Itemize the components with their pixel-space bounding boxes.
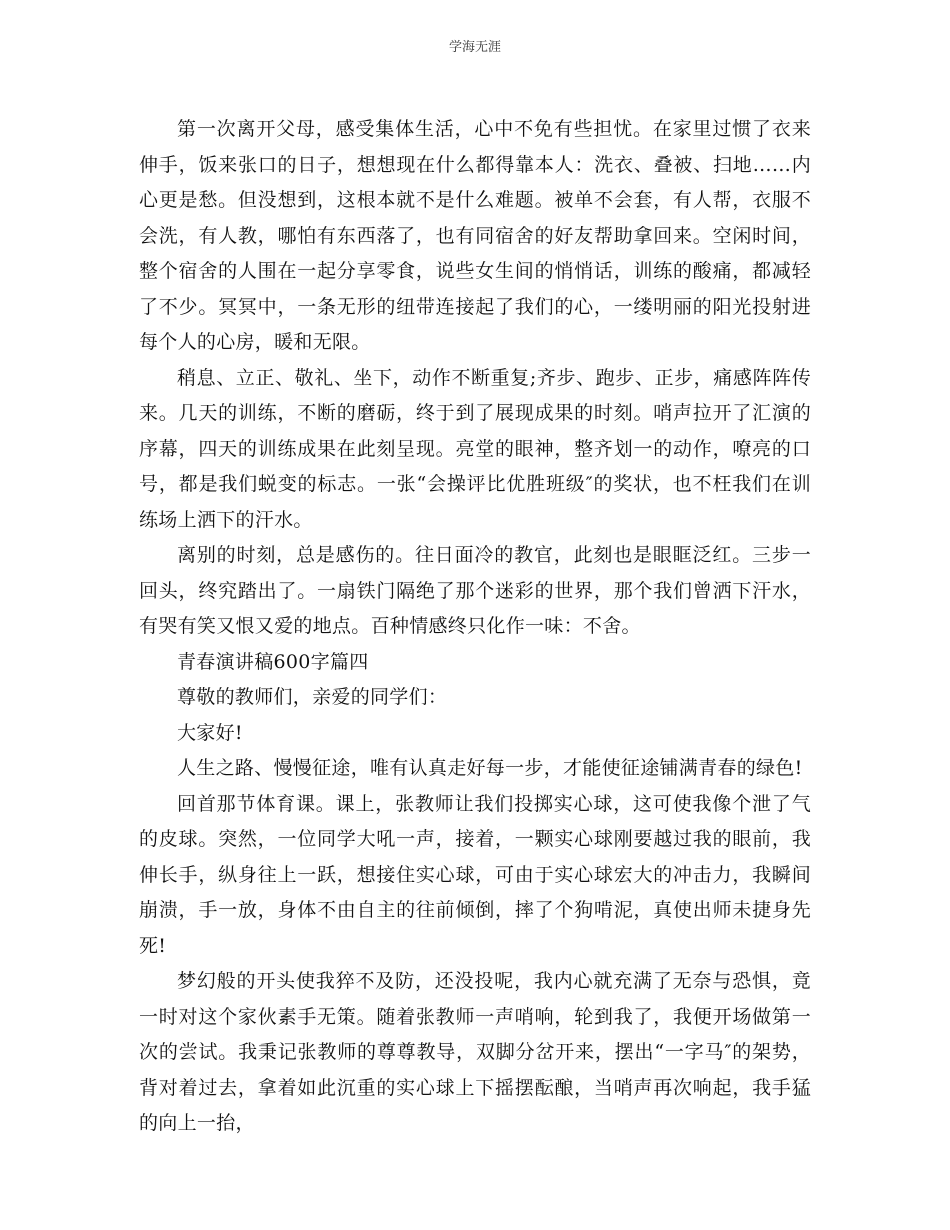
paragraph-1: 第一次离开父母，感受集体生活，心中不免有些担忧。在家里过惯了衣来伸手，饭来张口的日子，想想现在什么都得靠本人：洗衣、叠被、扫地……内心更是愁。但没想到，这根本就不是什么难题。被单不会套，有人帮，衣服不会洗，有人教，哪怕有东西落了，也有同宿舍的好友帮助拿回来。空闲时间，整个宿舍的人围在一起分享零食，说些女生间的悄悄话，训练的酸痛，都减轻了不少。冥冥中，一条无形的纽带连接起了我们的心，一缕明丽的阳光投射进每个人的心房，暖和无限。 <box>139 118 811 353</box>
document-body <box>139 112 811 1142</box>
paragraph-3: 离别的时刻，总是感伤的。往日面冷的教官，此刻也是眼眶泛红。三步一回头，终究踏出了。一扇铁门隔绝了那个迷彩的世界，那个我们曾洒下汗水，有哭有笑又恨又爱的地点。百种情感终只化作一味：不舍。 <box>139 544 811 637</box>
paragraph-4: 人生之路、慢慢征途，唯有认真走好每一步，才能使征途铺满青春的绿色! <box>177 757 803 779</box>
paragraph-2: 稍息、立正、敬礼、坐下，动作不断重复;齐步、跑步、正步，痛感阵阵传来。几天的训练，不断的磨砺，终于到了展现成果的时刻。哨声拉开了汇演的序幕，四天的训练成果在此刻呈现。亮堂的眼神，整齐划一的动作，嘹亮的口号，都是我们蜕变的标志。一张“会操评比优胜班级″的奖状，也不枉我们在训练场上洒下的汗水。 <box>139 366 811 531</box>
greeting: 大家好! <box>177 721 243 744</box>
paragraph-5: 回首那节体育课。课上，张教师让我们投掷实心球，这可使我像个泄了气的皮球。突然，一位同学大吼一声，接着，一颗实心球刚要越过我的眼前，我伸长手，纵身往上一跃，想接住实心球，可由于实心球宏大的冲击力，我瞬间崩溃，手一放，身体不由自主的往前倾倒，摔了个狗啃泥，真使出师未捷身先死! <box>139 792 811 957</box>
page-header: 学海无涯 <box>448 40 501 55</box>
paragraph-6: 梦幻般的开头使我猝不及防，还没投呢，我内心就充满了无奈与恐惧，竟一时对这个家伙素手无策。随着张教师一声哨响，轮到我了，我便开场做第一次的尝试。我秉记张教师的尊尊教导，双脚分岔开来，摆出“一字马″的架势，背对着过去，拿着如此沉重的实心球上下摇摆酝酿，当哨声再次响起，我手猛的向上一抬， <box>139 970 811 1134</box>
salutation: 尊敬的教师们，亲爱的同学们： <box>177 686 448 708</box>
section-heading: 青春演讲稿600字篇四 <box>177 650 369 673</box>
